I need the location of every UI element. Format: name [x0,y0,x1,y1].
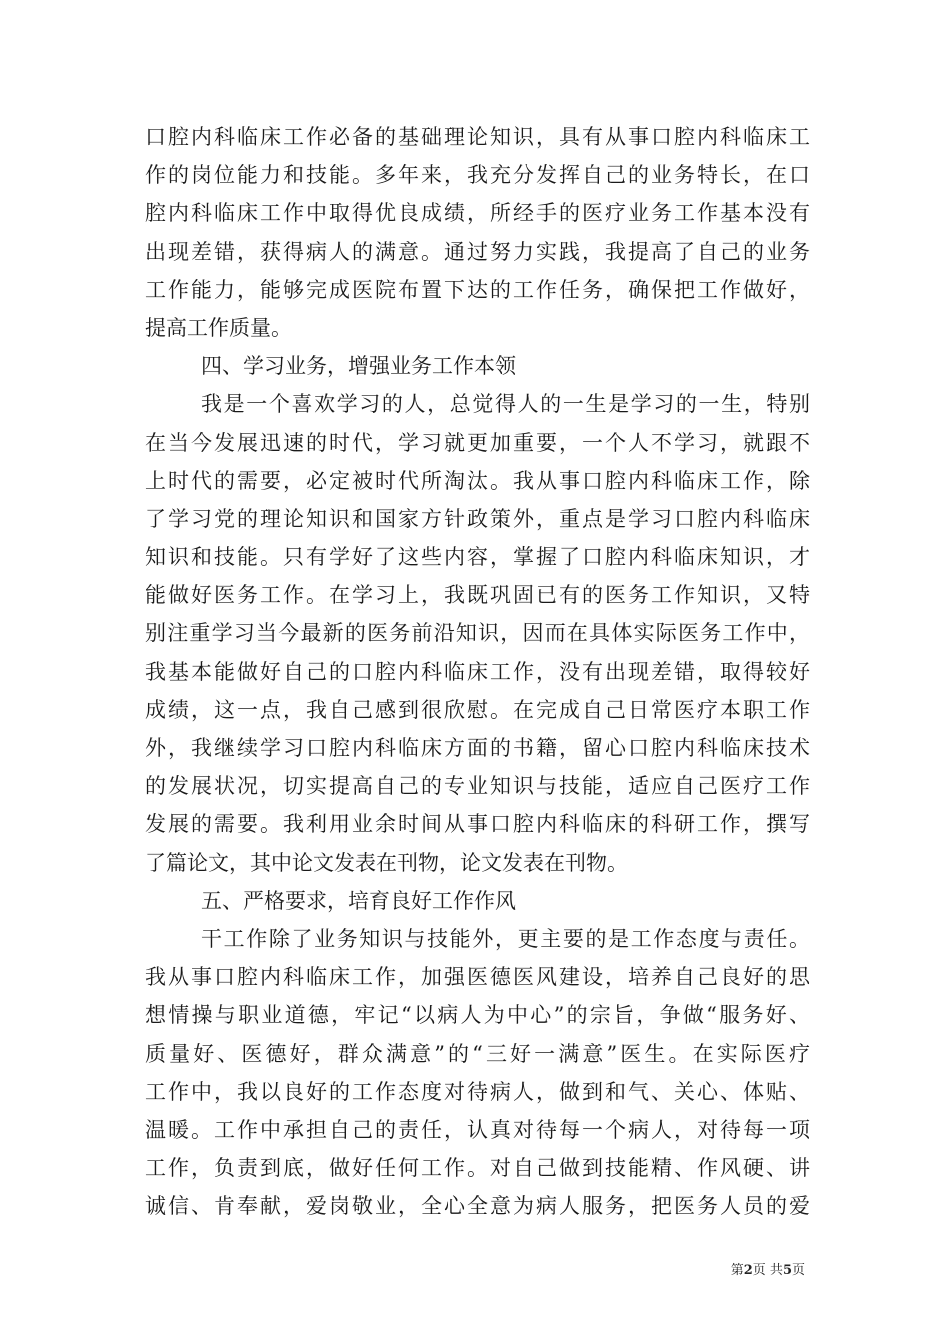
text-line: 提高工作质量。 [145,315,292,340]
footer-prefix: 第 [730,1263,744,1278]
text-line: 工作能力，能够完成医院布置下达的工作任务，确保把工作做好， [145,277,810,302]
text-line: 干工作除了业务知识与技能外，更主要的是工作态度与责任。 [201,926,810,951]
text-line: 在当今发展迅速的时代，学习就更加重要，一个人不学习，就跟不 [145,430,810,455]
text-line: 上时代的需要，必定被时代所淘汰。我从事口腔内科临床工作，除 [145,468,810,493]
text-line: 发展的需要。我利用业余时间从事口腔内科临床的科研工作，撰写 [145,812,810,837]
text-line: 口腔内科临床工作必备的基础理论知识，具有从事口腔内科临床工 [145,125,810,149]
footer-total-pages: 5 [782,1263,792,1278]
text-line: 工作，负责到底，做好任何工作。对自己做到技能精、作风硬、讲 [145,1156,810,1181]
footer-current-page: 2 [743,1263,753,1278]
text-line: 了学习党的理论知识和国家方针政策外，重点是学习口腔内科临床 [145,506,810,531]
text-line: 成绩，这一点，我自己感到很欣慰。在完成自己日常医疗本职工作 [145,697,810,722]
text-line: 我从事口腔内科临床工作，加强医德医风建设，培养自己良好的思 [145,965,810,990]
text-line: 工作中，我以良好的工作态度对待病人，做到和气、关心、体贴、 [145,1079,810,1104]
text-line: 我基本能做好自己的口腔内科临床工作，没有出现差错，取得较好 [145,659,810,684]
text-line: 知识和技能。只有学好了这些内容，掌握了口腔内科临床知识，才 [145,545,810,570]
document-body [145,118,810,1225]
text-line: 的发展状况，切实提高自己的专业知识与技能，适应自己医疗工作 [145,774,810,799]
text-line: 能做好医务工作。在学习上，我既巩固已有的医务工作知识，又特 [145,583,810,608]
section-heading: 五、严格要求，培育良好工作作风 [201,888,516,913]
section-heading: 四、学习业务，增强业务工作本领 [201,354,516,379]
text-line: 别注重学习当今最新的医务前沿知识，因而在具体实际医务工作中， [145,621,810,646]
text-line: 温暖。工作中承担自己的责任，认真对待每一个病人，对待每一项 [145,1117,810,1142]
text-line: 了篇论文，其中论文发表在刊物，论文发表在刊物。 [145,850,628,875]
text-line: 我是一个喜欢学习的人，总觉得人的一生是学习的一生，特别 [201,392,810,417]
text-line: 外，我继续学习口腔内科临床方面的书籍，留心口腔内科临床技术 [145,736,810,760]
text-line: 出现差错，获得病人的满意。通过努力实践，我提高了自己的业务 [145,239,810,264]
page-number-footer [731,1262,805,1280]
text-line: 诚信、肯奉献，爱岗敬业，全心全意为病人服务，把医务人员的爱 [145,1194,810,1219]
footer-suffix: 页 [791,1263,805,1278]
text-line: 作的岗位能力和技能。多年来，我充分发挥自己的业务特长，在口 [145,163,810,188]
text-line: 腔内科临床工作中取得优良成绩，所经手的医疗业务工作基本没有 [145,201,810,226]
text-line: 想情操与职业道德，牢记“以病人为中心”的宗旨，争做“服务好、 [145,1003,810,1028]
text-line: 质量好、医德好，群众满意”的“三好一满意”医生。在实际医疗 [145,1041,810,1066]
footer-middle: 页 共 [752,1263,783,1278]
